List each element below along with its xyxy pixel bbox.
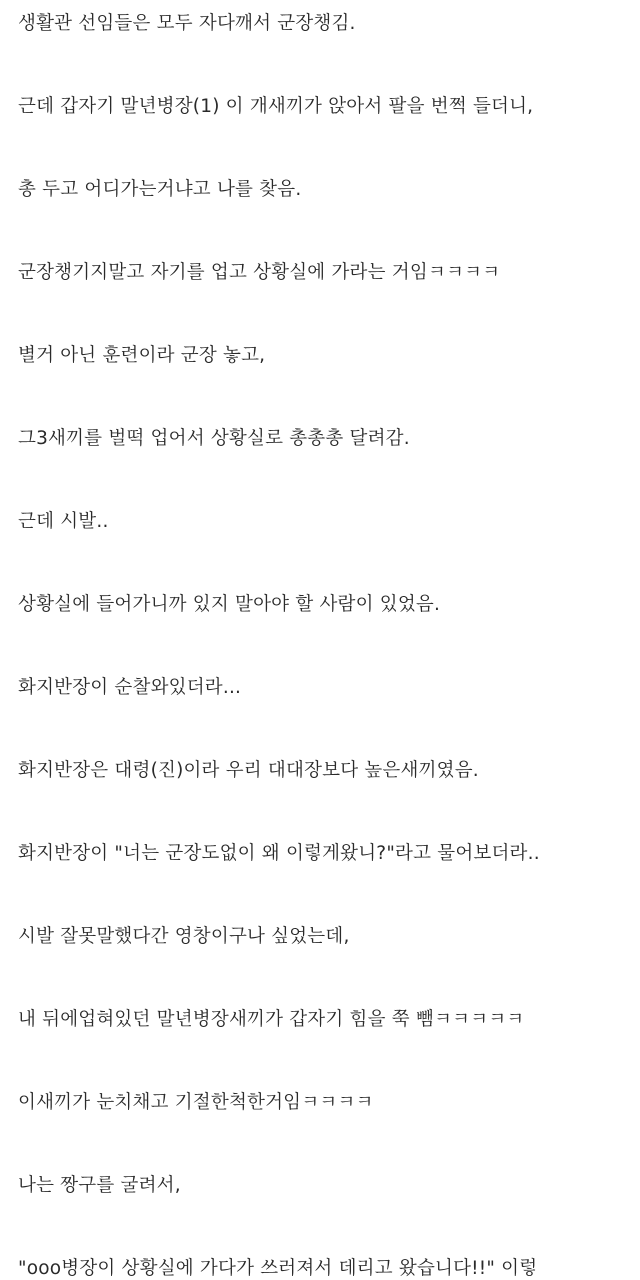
post-line: 시발 잘못말했다간 영창이구나 싶었는데, (18, 926, 350, 947)
post-line: 화지반장이 "너는 군장도없이 왜 이렇게왔니?"라고 물어보더라.. (18, 843, 540, 864)
post-line: 근데 시발.. (18, 511, 109, 532)
post-line: 군장챙기지말고 자기를 업고 상황실에 가라는 거임ㅋㅋㅋㅋ (18, 262, 501, 283)
post-line: 총 두고 어디가는거냐고 나를 찾음. (18, 179, 302, 200)
post-line: 별거 아닌 훈련이라 군장 놓고, (18, 345, 266, 366)
post-line: 화지반장은 대령(진)이라 우리 대대장보다 높은새끼였음. (18, 760, 479, 781)
post-line: 화지반장이 순찰와있더라... (18, 677, 242, 698)
post-line: 이새끼가 눈치채고 기절한척한거임ㅋㅋㅋㅋ (18, 1092, 374, 1113)
post-line: "ooo병장이 상황실에 가다가 쓰러져서 데리고 왔습니다!!" 이렇 (18, 1258, 538, 1279)
post-line: 나는 짱구를 굴려서, (18, 1175, 181, 1196)
post-line: 근데 갑자기 말년병장(1) 이 개새끼가 앉아서 팔을 번쩍 들더니, (18, 96, 534, 117)
post-line: 생활관 선임들은 모두 자다깨서 군장챙김. (18, 13, 356, 34)
post-line: 그3새끼를 벌떡 업어서 상황실로 총총총 달려감. (18, 428, 410, 449)
post-line: 상황실에 들어가니까 있지 말아야 할 사람이 있었음. (18, 594, 441, 615)
post-line: 내 뒤에업혀있던 말년병장새끼가 갑자기 힘을 쭉 뺌ㅋㅋㅋㅋㅋ (18, 1009, 525, 1030)
